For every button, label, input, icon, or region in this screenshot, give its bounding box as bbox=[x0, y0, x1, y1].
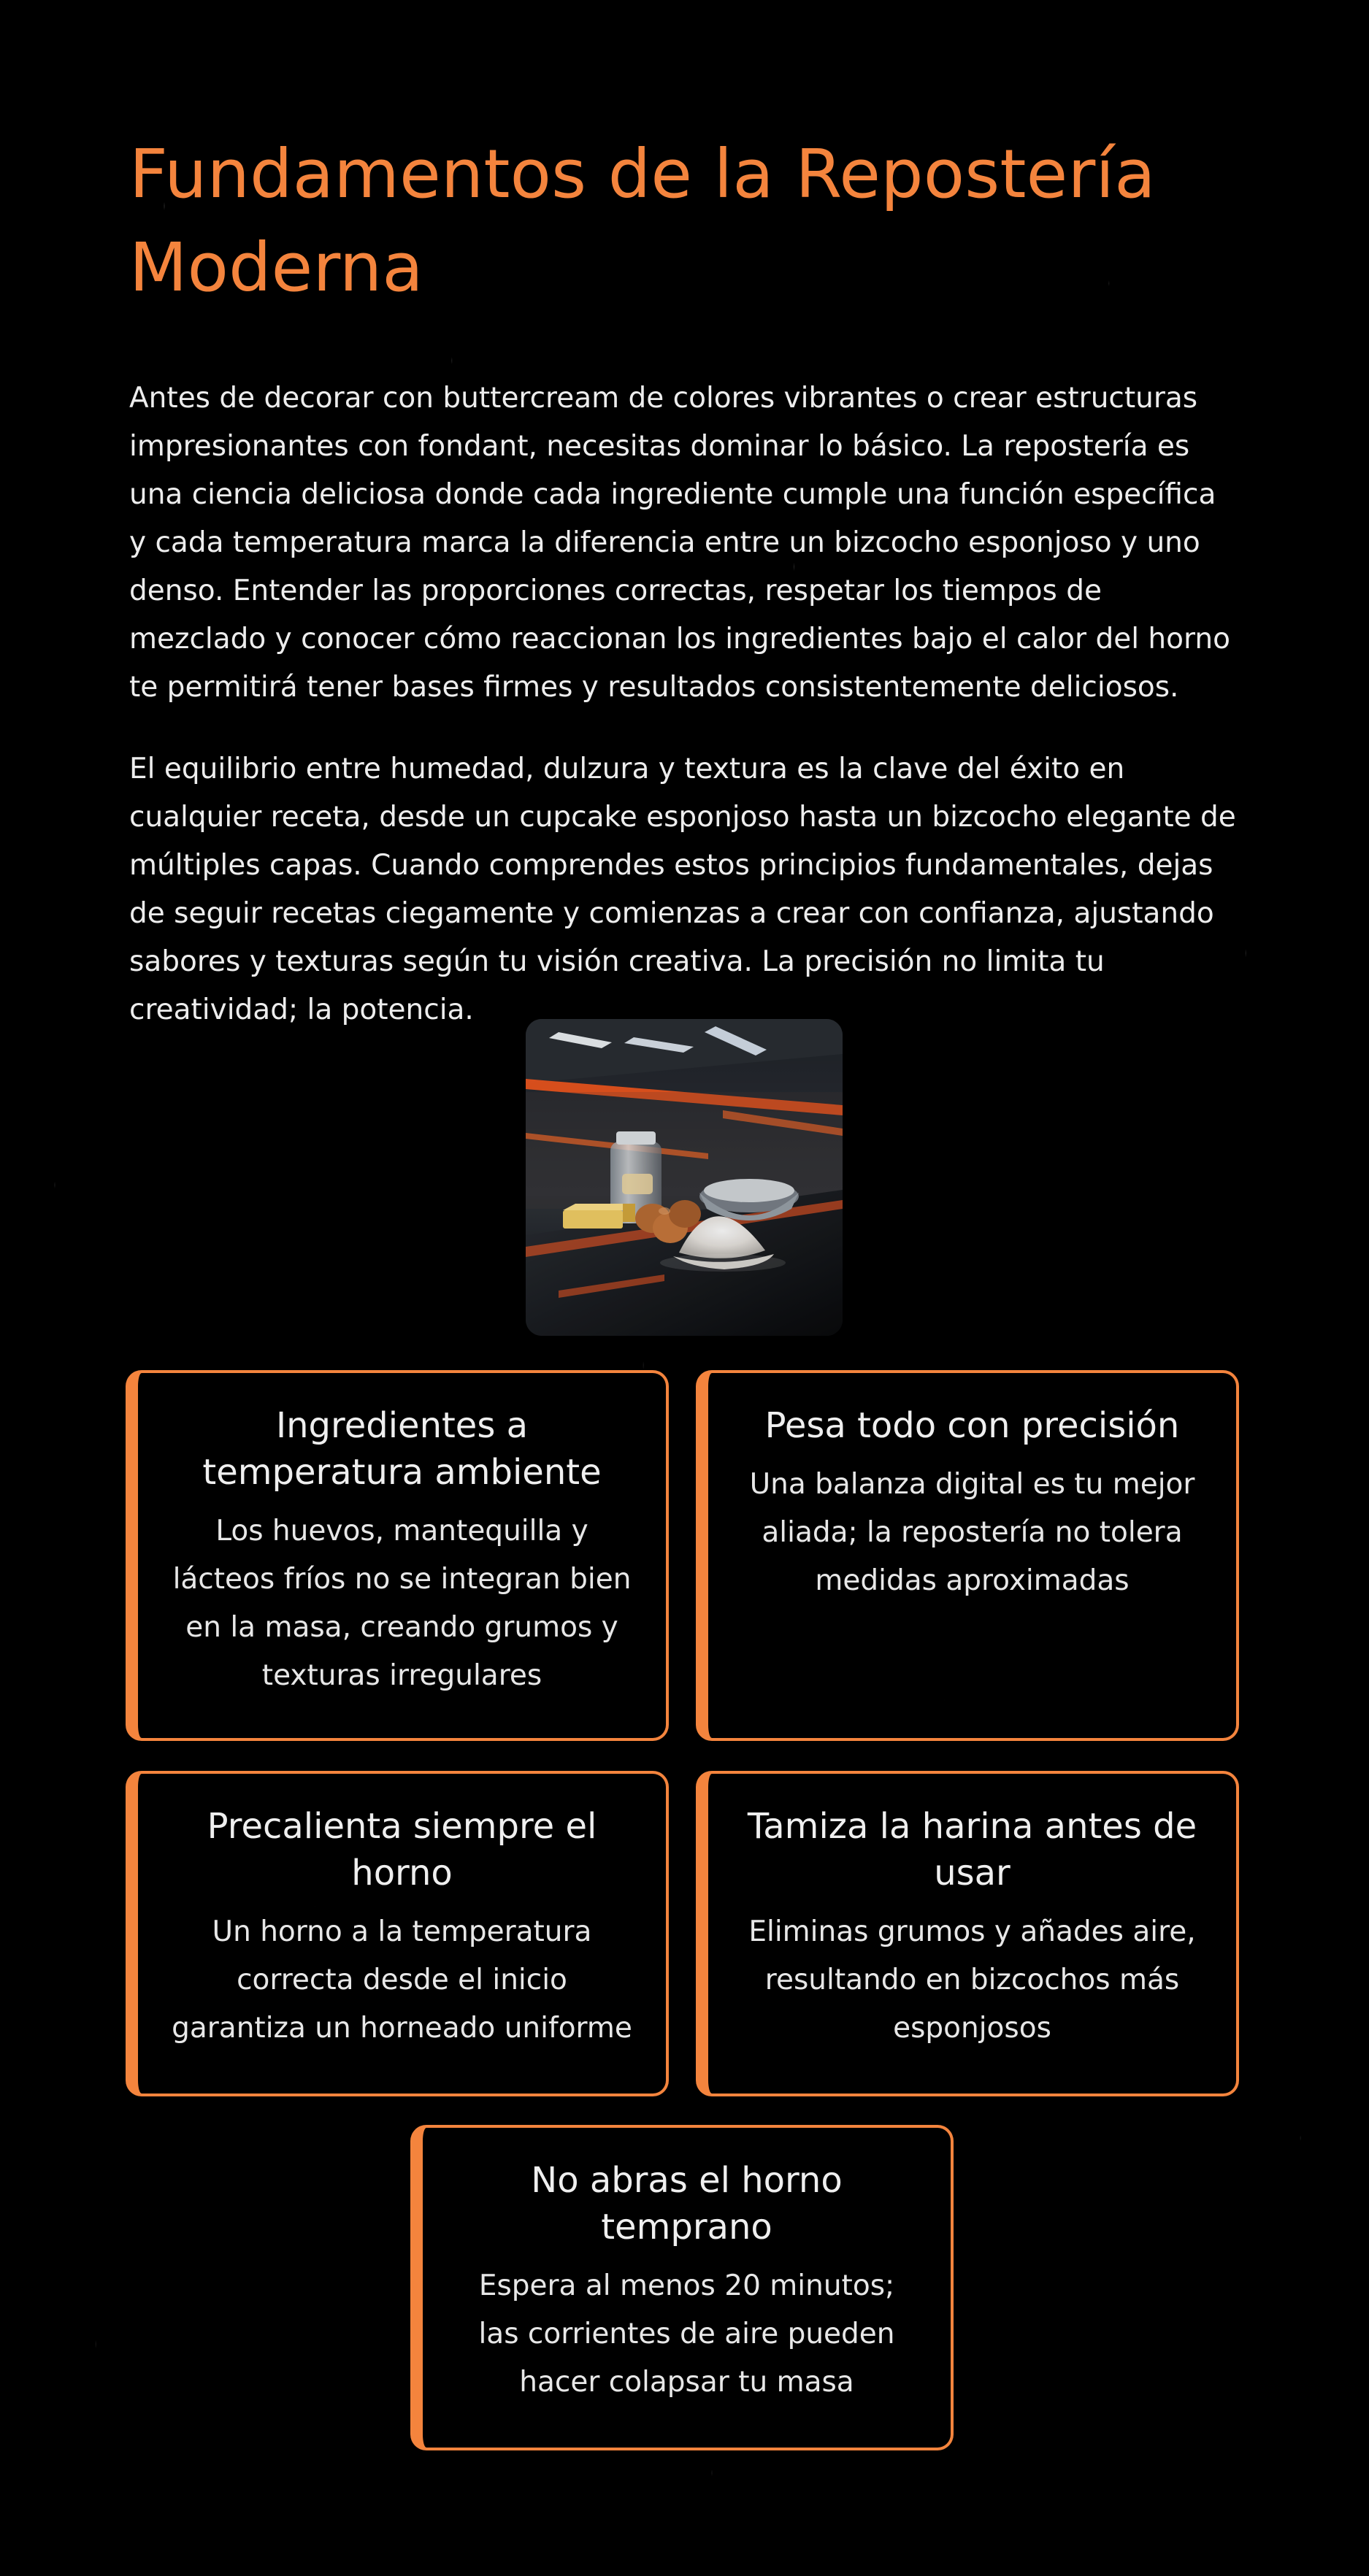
tip-card-dont-open-oven bbox=[410, 2125, 954, 2450]
tip-description: Los huevos, mantequilla y lácteos fríos no se integran bien en la masa, creando grumos y texturas irregulares bbox=[172, 1515, 632, 1692]
intro-section bbox=[129, 374, 1239, 1034]
tip-card-sift-flour bbox=[696, 1771, 1239, 2096]
tip-description: Eliminas grumos y añades aire, resultando en bizcochos más esponjosos bbox=[748, 1915, 1196, 2045]
baking-ingredients-image bbox=[526, 1019, 843, 1336]
tip-title: Precalienta siempre el horno bbox=[207, 1806, 597, 1893]
tip-title: Ingredientes a temperatura ambiente bbox=[202, 1405, 602, 1493]
intro-paragraph: El equilibrio entre humedad, dulzura y textura es la clave del éxito en cualquier receta, desde un cupcake esponjoso hasta un bizcocho elegante de múltiples capas. Cuando comprendes estos principios fundamentales, dejas de seguir recetas ciegamente y comienzas a crear con confianza, ajustando sabores y texturas según tu visión creativa. La precisión no limita tu creatividad; la potencia. bbox=[129, 753, 1236, 1026]
article-content bbox=[129, 128, 1239, 1068]
tip-description: Espera al menos 20 minutos; las corrientes de aire pueden hacer colapsar tu masa bbox=[478, 2269, 895, 2399]
intro-paragraph: Antes de decorar con buttercream de colores vibrantes o crear estructuras impresionantes con fondant, necesitas dominar lo básico. La repostería es una ciencia deliciosa donde cada ingrediente cumple una función específica y cada temperatura marca la diferencia entre un bizcocho esponjoso y uno denso. Entender las proporciones correctas, respetar los tiempos de mezclado y conocer cómo reaccionan los ingredientes bajo el calor del horno te permitirá tener bases firmes y resultados consistentemente deliciosos. bbox=[129, 382, 1230, 704]
tip-title: Tamiza la harina antes de usar bbox=[747, 1806, 1197, 1893]
page-title: Fundamentos de la Repostería Moderna bbox=[129, 135, 1156, 307]
tip-description: Un horno a la temperatura correcta desde el inicio garantiza un horneado uniforme bbox=[172, 1915, 632, 2045]
tip-card-weigh-precisely bbox=[696, 1370, 1239, 1741]
tip-description: Una balanza digital es tu mejor aliada; la repostería no tolera medidas aproximadas bbox=[749, 1468, 1195, 1597]
tip-title: Pesa todo con precisión bbox=[764, 1405, 1180, 1446]
tip-title: No abras el horno temprano bbox=[531, 2160, 843, 2248]
tip-card-preheat-oven bbox=[126, 1771, 669, 2096]
tip-card-room-temperature bbox=[126, 1370, 669, 1741]
